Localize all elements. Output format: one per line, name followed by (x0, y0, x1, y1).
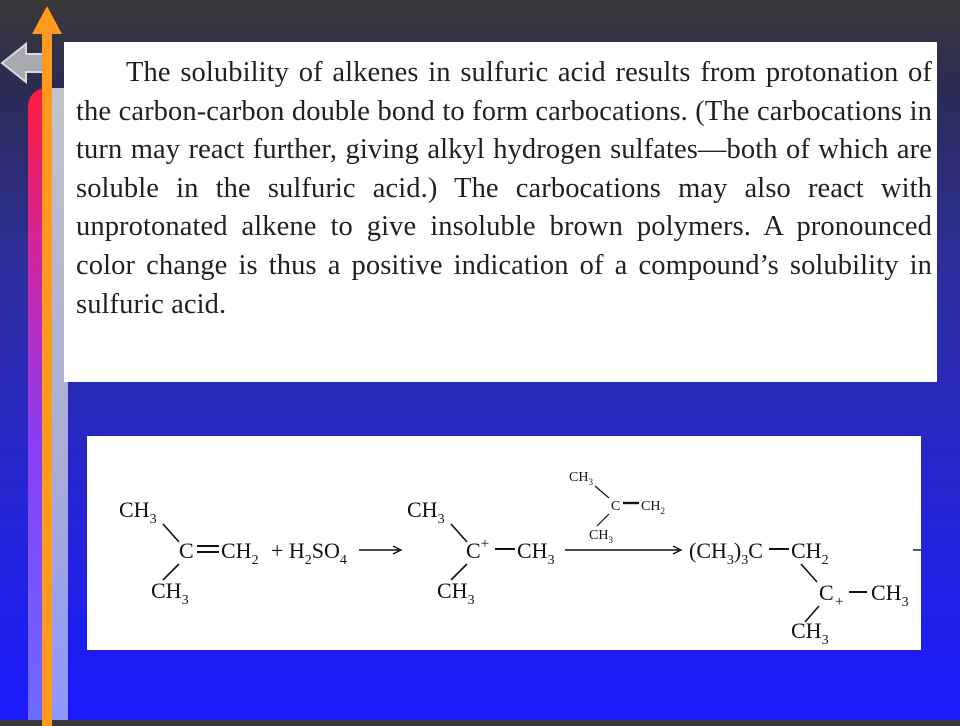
text-panel (64, 42, 937, 382)
product-ch2-sub: 2 (821, 553, 829, 568)
reactant-right-ch: CH (221, 538, 252, 563)
over-arrow-alkene (569, 470, 665, 545)
intermediate-bottom-sub: 3 (467, 593, 475, 608)
product-carbocation (689, 538, 921, 648)
svg-text:CH3 (589, 528, 613, 545)
svg-text:CH3 (407, 497, 445, 527)
reagent-sulfuric-acid (271, 538, 347, 568)
reagent-mid: SO (311, 538, 340, 563)
svg-text:C+ (466, 536, 489, 563)
over-top-ch: CH (569, 470, 589, 485)
svg-text:CH3 (119, 497, 157, 527)
svg-text:CH3 (151, 578, 189, 608)
reactant-top-sub: 3 (149, 512, 157, 527)
intermediate-center-c: C (466, 538, 481, 563)
svg-text:CH3 (569, 470, 593, 487)
over-center-c: C (611, 499, 621, 514)
intermediate-right-ch: CH (517, 538, 548, 563)
reaction-arrow-2 (565, 546, 681, 554)
reactant-top-ch: CH (119, 497, 150, 522)
intermediate-top-sub: 3 (437, 512, 445, 527)
reaction-scheme-panel (87, 436, 921, 650)
reactant-bottom-sub: 3 (181, 593, 189, 608)
svg-text:CH3 (517, 538, 555, 568)
intermediate-bottom-ch: CH (437, 578, 468, 603)
product-bottom-ch: CH (791, 618, 822, 643)
product-left-sub: 3 (726, 553, 734, 568)
over-bottom-sub: 3 (608, 535, 613, 545)
product-left-sub2: 3 (741, 553, 749, 568)
intermediate-right-sub: 3 (547, 553, 555, 568)
product-left-close: ) (733, 538, 742, 563)
over-top-sub: 3 (588, 477, 593, 487)
reactant-bottom-ch: CH (151, 578, 182, 603)
svg-text:CH2 (641, 499, 665, 516)
product-right-ch: CH (871, 580, 902, 605)
intermediate-carbocation (407, 497, 555, 608)
svg-text:CH2 (221, 538, 259, 568)
svg-text:CH2 (791, 538, 829, 568)
product-center-c: C (819, 580, 834, 605)
intermediate-top-ch: CH (407, 497, 438, 522)
reagent-pre: + H (271, 538, 305, 563)
reactant-isobutylene (119, 497, 259, 608)
svg-text:(CH3)3C (689, 538, 763, 568)
svg-text:CH3 (791, 618, 829, 648)
product-charge: + (835, 594, 844, 610)
up-arrow-icon[interactable] (30, 6, 64, 726)
intermediate-charge: + (480, 536, 490, 552)
product-bottom-sub: 3 (821, 633, 829, 648)
product-c: C (748, 538, 763, 563)
product-left: (CH (689, 538, 727, 563)
reagent-sub2: 4 (339, 553, 347, 568)
reactant-right-sub: 2 (251, 553, 259, 568)
product-right-sub: 3 (901, 595, 909, 610)
reactant-center-c: C (179, 538, 194, 563)
svg-text:CH3 (437, 578, 475, 608)
over-bottom-ch: CH (589, 528, 609, 543)
body-paragraph: The solubility of alkenes in sulfuric acid results from protonation of the carbon-carbon double bond to form carbocations. (The carbocations in turn may react further, giving alkyl hydrogen sulfates—both of which are soluble in the sulfuric acid.) The carbocations may also react with unprotonated alkene to give insoluble brown polymers. A pronounced color change is thus a positive indication of a compound’s solubility in sulfuric acid. (76, 57, 932, 320)
over-right-ch: CH (641, 499, 661, 514)
product-ch2: CH (791, 538, 822, 563)
over-right-sub: 2 (660, 506, 665, 516)
svg-text:CH3 (871, 580, 909, 610)
reaction-arrow-1 (359, 546, 401, 554)
reagent-sub1: 2 (304, 553, 312, 568)
